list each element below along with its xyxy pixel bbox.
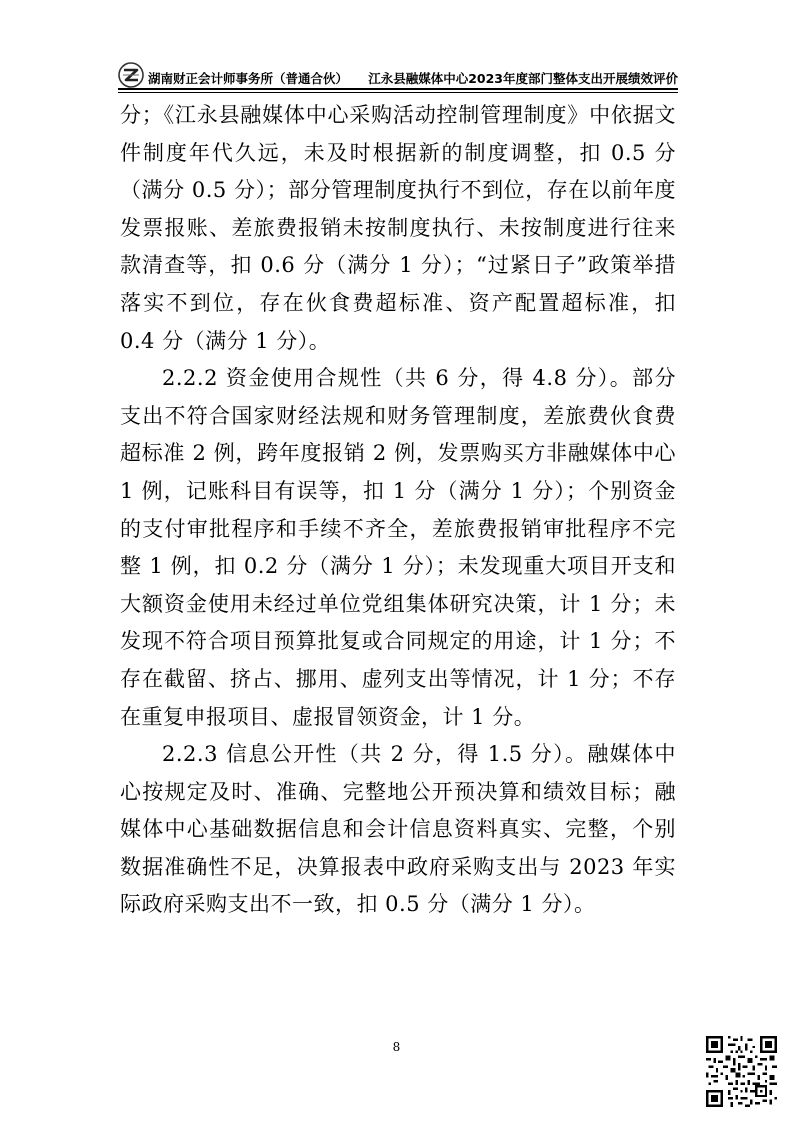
header-report-title: 江永县融媒体中心2023年度部门整体支出开展绩效评价 — [368, 71, 678, 86]
header-rule-thick — [118, 88, 678, 90]
paragraph-2-2-3: 2.2.3 信息公开性（共 2 分，得 1.5 分）。融媒体中心按规定及时、准确、完整地公开预决算和绩效目标；融媒体中心基础数据信息和会计信息资料真实、完整，个别数据准确性不足，决算报表中政府采购支出与 2023 年实际政府采购支出不一致，扣 0.5 分（满分 1 分）。 — [120, 742, 676, 917]
paragraph-continuation: 分；《江永县融媒体中心采购活动控制管理制度》中依据文件制度年代久远，未及时根据新的制度调整，扣 0.5 分（满分 0.5 分）；部分管理制度执行不到位，存在以前年度发票报账、差旅费报销未按制度执行、未按制度进行往来款清查等，扣 0.6 分（满分 1 分）；“过紧日子”政策举措落实不到位，存在伙食费超标准、资产配置超标准，扣 0.4 分（满分 1 分）。 — [120, 103, 676, 353]
page-number: 8 — [392, 1040, 401, 1054]
paragraph-2-2-2: 2.2.2 资金使用合规性（共 6 分，得 4.8 分）。部分支出不符合国家财经法规和财务管理制度，差旅费伙食费超标准 2 例，跨年度报销 2 例，发票购买方非融媒体中心 1 例，记账科目有误等，扣 1 分（满分 1 分）；个别资金的支付审批程序和手续不齐全，差旅费报销审批程序不完整 1 例，扣 0.2 分（满分 1 分）；未发现重大项目开支和大额资金使用未经过单位党组集体研究决策，计 1 分；未发现不符合项目预算批复或合同规定的用途，计 1 分；不存在截留、挤占、挪用、虚列支出等情况，计 1 分；不存在重复申报项目、虚报冒领资金，计 1 分。 — [120, 366, 676, 729]
header-rule — [118, 0, 678, 100]
qr-code-icon — [706, 1036, 777, 1107]
body-text — [120, 97, 676, 924]
header-rule-thin — [118, 92, 678, 93]
header-firm-name: 湖南财正会计师事务所（普通合伙） — [148, 71, 349, 86]
